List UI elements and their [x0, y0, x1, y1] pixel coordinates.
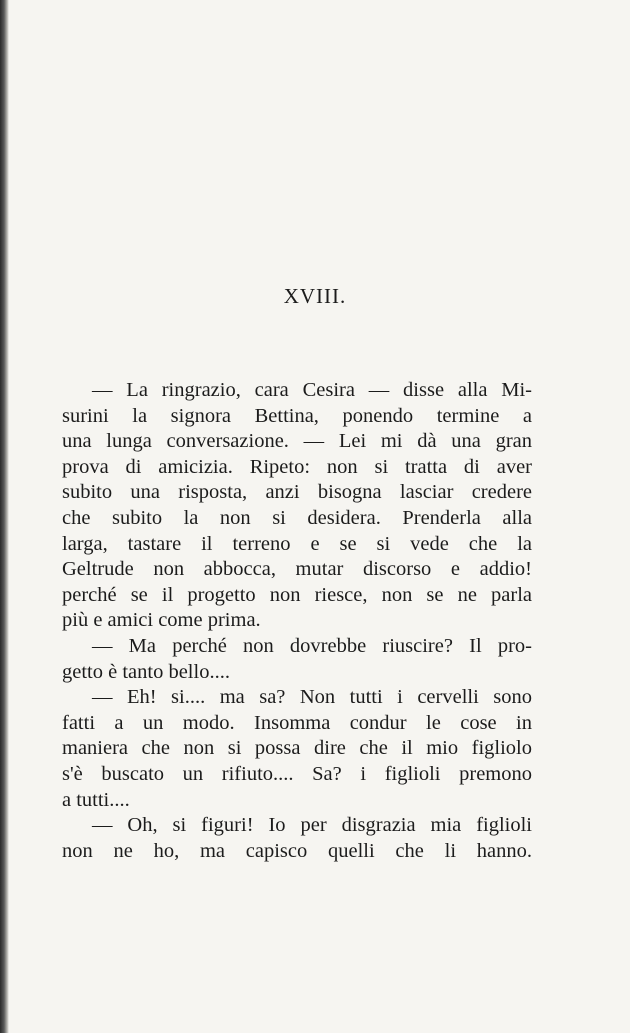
chapter-heading: XVIII. [283, 284, 347, 308]
text-line: larga, tastare il terreno e se si vede che la [62, 532, 532, 555]
body-text [62, 378, 532, 864]
text-line: s'è buscato un rifiuto.... Sa? i figlioli premono [62, 762, 532, 785]
text-line: prova di amicizia. Ripeto: non si tratta di aver [62, 455, 532, 478]
text-line: più e amici come prima. [62, 609, 261, 632]
text-line: getto è tanto bello.... [62, 660, 230, 683]
text-line: — Oh, si figuri! Io per disgrazia mia figlioli [92, 814, 532, 837]
text-line: fatti a un modo. Insomma condur le cose in [62, 711, 532, 734]
text-line: subito una risposta, anzi bisogna lasciar credere [62, 481, 532, 504]
text-line: surini la signora Bettina, ponendo termine a [62, 404, 532, 427]
text-line: perché se il progetto non riesce, non se ne parla [62, 583, 532, 606]
text-line: — La ringrazio, cara Cesira — disse alla Mi- [92, 379, 532, 401]
text-line: a tutti.... [62, 788, 130, 811]
text-line: maniera che non si possa dire che il mio figliolo [62, 737, 532, 760]
text-line: una lunga conversazione. — Lei mi dà una gran [62, 430, 532, 453]
text-line: — Eh! si.... ma sa? Non tutti i cervelli sono [92, 686, 532, 709]
page-binding-edge [0, 0, 9, 1033]
text-line: — Ma perché non dovrebbe riuscire? Il pro- [92, 634, 532, 657]
text-line: che subito la non si desidera. Prenderla alla [62, 506, 532, 529]
text-line: Geltrude non abbocca, mutar discorso e addio! [62, 558, 532, 581]
text-line: non ne ho, ma capisco quelli che li hanno. [62, 839, 532, 862]
